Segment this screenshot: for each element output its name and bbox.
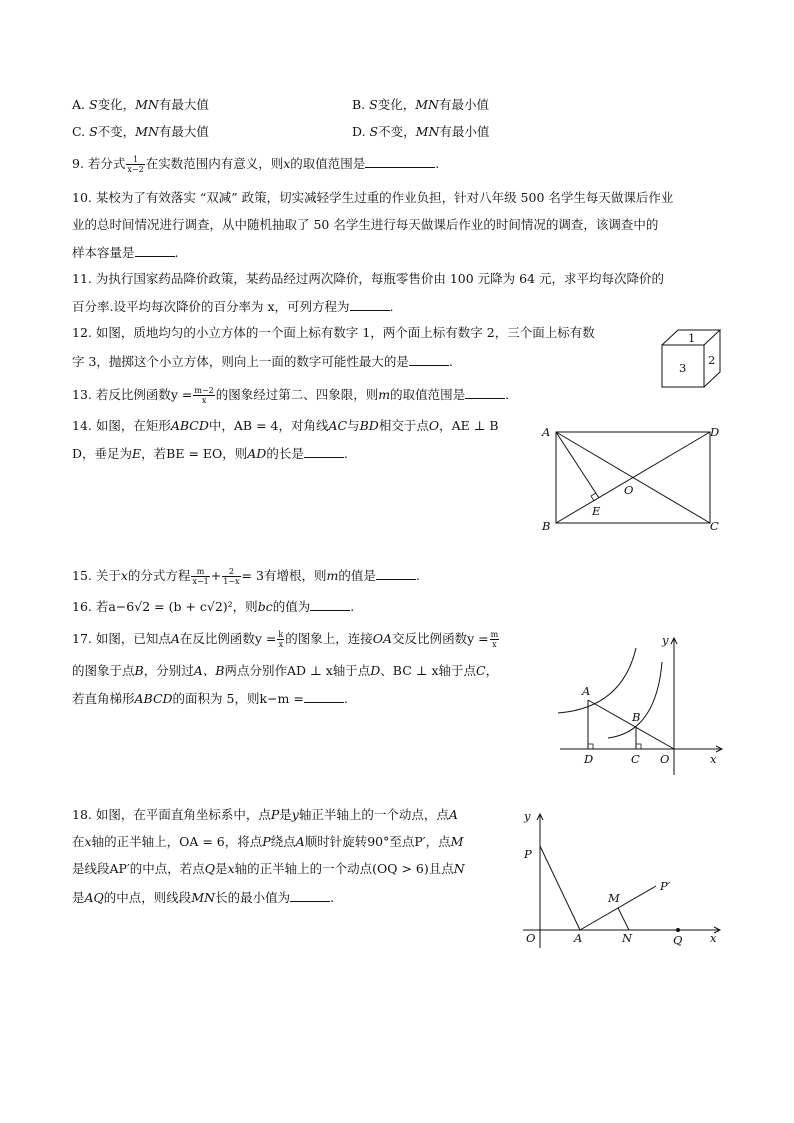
label-n: N <box>622 931 633 945</box>
fraction: $\frac{2}{1-x}$ <box>223 567 240 586</box>
coordinate-figure <box>518 808 728 953</box>
answer-blank <box>290 889 330 902</box>
answer-blank <box>304 445 344 458</box>
label-e: E <box>592 504 601 518</box>
question-10-line-3: 样本容量是 . <box>72 245 179 260</box>
question-15: 15. 关于x的分式方程 $\frac{m}{x-1}$ + $\frac{2}{1-x}$ = 3有增根，则m的值是 . <box>72 567 420 586</box>
question-16: 16. 若a−6√2 = (b + c√2)²，则bc的值为 . <box>72 599 355 614</box>
option-b: B. S变化，MN有最小值 <box>352 97 490 112</box>
label-d: D <box>710 425 720 439</box>
label-p-prime: P′ <box>660 879 671 893</box>
question-18-line-2: 在x轴的正半轴上，OA = 6，将点P绕点A顺时针旋转90°至点P′，点M <box>72 834 464 849</box>
fraction: $\frac{1}{x-2}$ <box>127 155 144 174</box>
question-14-line-2: D，垂足为E，若BE = EO，则AD的长是 . <box>72 446 348 461</box>
label-b: B <box>632 710 641 724</box>
answer-blank <box>409 353 449 366</box>
hyperbola-figure <box>552 628 732 778</box>
label-c: C <box>710 519 719 533</box>
answer-blank <box>350 298 390 311</box>
question-10-line-1: 10. 某校为了有效落实 “双减” 政策，切实减轻学生过重的作业负担，针对八年级 500 名学生每天做课后作业 <box>72 190 674 205</box>
label-p: P <box>524 847 532 861</box>
question-9: 9. 若分式 $\frac{1}{x-2}$ 在实数范围内有意义，则x的取值范围是 . <box>72 155 440 174</box>
answer-blank <box>135 244 175 257</box>
label-a: A <box>574 931 583 945</box>
question-14-line-1: 14. 如图，在矩形ABCD中，AB = 4，对角线AC与BD相交于点O，AE ⊥ B <box>72 418 499 433</box>
axis-y-label: y <box>662 633 669 647</box>
question-10-line-2: 业的总时间情况进行调查，从中随机抽取了 50 名学生进行每天做课后作业的时间情况的调查，该调查中的 <box>72 217 659 232</box>
answer-blank <box>376 567 416 580</box>
label-o: O <box>624 483 634 497</box>
question-17-line-1: 17. 如图，已知点A在反比例函数y = $\frac{k}{x}$ 的图象上，连接OA交反比例函数y = $\frac{m}{x}$ <box>72 630 499 649</box>
question-11-line-2: 百分率.设平均每次降价的百分率为 x，可列方程为 . <box>72 299 394 314</box>
question-17-line-3: 若直角梯形ABCD的面积为 5，则k−m = . <box>72 691 348 706</box>
question-12-line-2: 字 3，抛掷这个小立方体，则向上一面的数字可能性最大的是 . <box>72 354 453 369</box>
axis-y-label: y <box>524 809 531 823</box>
cube-figure <box>658 328 726 388</box>
label-m: M <box>608 891 620 905</box>
cube-side-number: 2 <box>708 353 716 367</box>
fraction: $\frac{m}{x-1}$ <box>192 567 209 586</box>
question-18-line-3: 是线段AP′的中点，若点Q是x轴的正半轴上的一个动点(OQ > 6)且点N <box>72 861 465 876</box>
rectangle-figure <box>538 420 728 538</box>
answer-blank <box>465 386 505 399</box>
fraction: $\frac{m}{x}$ <box>490 630 499 649</box>
answer-blank <box>310 598 350 611</box>
fraction: $\frac{k}{x}$ <box>278 630 284 649</box>
option-a: A. S变化，MN有最大值 <box>72 97 209 112</box>
label-q: Q <box>673 933 683 947</box>
axis-x-label: x <box>710 752 717 766</box>
cube-top-number: 1 <box>688 331 696 345</box>
label-d: D <box>584 752 594 766</box>
label-a: A <box>582 684 591 698</box>
label-b: B <box>542 519 551 533</box>
cube-front-number: 3 <box>679 361 687 375</box>
question-13: 13. 若反比例函数y = $\frac{m-2}{x}$ 的图象经过第二、四象限，则m的取值范围是 . <box>72 386 510 405</box>
label-o: O <box>526 931 536 945</box>
question-18-line-4: 是AQ的中点，则线段MN长的最小值为 . <box>72 890 335 905</box>
option-d: D. S不变，MN有最小值 <box>352 124 490 139</box>
label-o: O <box>660 752 670 766</box>
question-12-line-1: 12. 如图，质地均匀的小立方体的一个面上标有数字 1，两个面上标有数字 2，三个面上标有数 <box>72 325 595 340</box>
question-17-line-2: 的图象于点B，分别过A、B两点分别作AD ⊥ x轴于点D、BC ⊥ x轴于点C， <box>72 663 499 678</box>
option-c: C. S不变，MN有最大值 <box>72 124 209 139</box>
answer-blank <box>365 155 435 168</box>
question-11-line-1: 11. 为执行国家药品降价政策，某药品经过两次降价，每瓶零售价由 100 元降为 64 元，求平均每次降价的 <box>72 271 665 286</box>
answer-blank <box>304 690 344 703</box>
fraction: $\frac{m-2}{x}$ <box>194 386 214 405</box>
question-18-line-1: 18. 如图，在平面直角坐标系中，点P是y轴正半轴上的一个动点，点A <box>72 807 458 822</box>
label-c: C <box>631 752 640 766</box>
axis-x-label: x <box>710 931 717 945</box>
label-a: A <box>542 425 551 439</box>
